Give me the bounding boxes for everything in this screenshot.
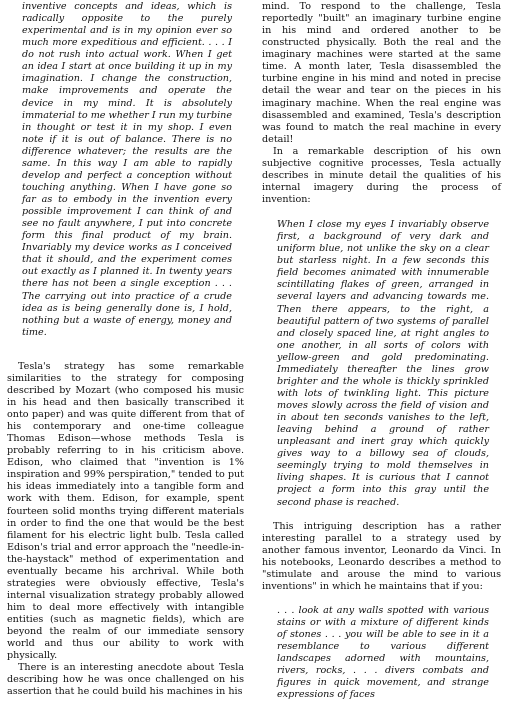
body-paragraph: In a remarkable description of his own subjective cognitive processes, Tesla actually describes in minute detail the qualities of his internal imagery during the process of invention: <box>262 145 501 205</box>
body-paragraph: There is an interesting anecdote about Tesla describing how he was once challenged on his assertion that he could build his machines in his <box>7 662 244 698</box>
body-paragraph: mind. To respond to the challenge, Tesla reportedly "built" an imaginary turbine engine in his mind and ordered another to be constructed physically. Both the real and the imaginary machines were started at the same time. A month later, Tesla disassembled the turbine engine in his mind and noted in precise detail the wear and tear on the pieces in his imaginary machine. When the real engine was disassembled and examined, Tesla's description was found to match the real machine in every detail! <box>262 1 501 145</box>
block-quote: inventive concepts and ideas, which is radically opposite to the purely experimental and is in my opinion ever so much more expeditious and efficient. . . . I do not rush into actual work. When I get an idea I start at once building it up in my imagination. I change the construction, make improvements and operate the device in my mind. It is absolutely immaterial to me whether I run my turbine in thought or test it in my shop. I even note if it is out of balance. There is no difference whatever; the results are the same. In this way I am able to rapidly develop and perfect a conception without touching anything. When I have gone so far as to embody in the invention every possible improvement I can think of and see no fault anywhere, I put into concrete form this final product of my brain. Invariably my device works as I conceived that it should, and the experiment comes out exactly as I planned it. In twenty years there has not been a single exception . . . The carrying out into practice of a crude idea as is being generally done is, I hold, nothing but a waste of energy, money and time. <box>22 1 233 338</box>
body-paragraph: Tesla's strategy has some remarkable similarities to the strategy for composing described by Mozart (who composed his music in his head and then basically transcribed it onto paper) and was quite different from that of his contemporary and one-time colleague Thomas Edison—whose methods Tesla is probably referring to in his criticism above. Edison, who claimed that "invention is 1% inspiration and 99% perspiration," tended to put his ideas immediately into a tangible form and work with them. Edison, for example, spent fourteen solid months trying different materials in order to find the one that would be the best filament for his electric light bulb. Tesla called Edison's trial and error approach the "needle-in-the-haystack" method of experimentation and eventually became his archrival. While both strategies were obviously effective, Tesla's internal visualization strategy probably allowed him to deal more effectively with intangible entities (such as magnetic fields), which are beyond the realm of our immediate sensory world and thus our ability to work with physically. <box>7 360 244 662</box>
block-quote: When I close my eyes I invariably observe first, a background of very dark and uniform blue, not unlike the sky on a clear but starless night. In a few seconds this field becomes animated with innumerable scintillating flakes of green, arranged in several layers and advancing towards me. Then there appears, to the right, a beautiful pattern of two systems of parallel and closely spaced line, at right angles to one another, in all sorts of colors with yellow-green and gold predominating. Immediately thereafter the lines grow brighter and the whole is thickly sprinkled with lots of twinkling light. This picture moves slowly across the field of vision and in about ten seconds vanishes to the left, leaving behind a ground of rather unpleasant and inert gray which quickly gives way to a billowy sea of clouds, seemingly trying to mold themselves in living shapes. It is curious that I cannot project a form into this gray until the second phase is reached. <box>277 219 489 508</box>
body-paragraph: This intriguing description has a rather interesting parallel to a strategy used by another famous inventor, Leonardo da Vinci. In his notebooks, Leonardo describes a method to "stimulate and arouse the mind to various inventions" in which he maintains that if you: <box>262 520 501 592</box>
right-column <box>262 1 501 701</box>
left-column <box>7 1 244 699</box>
block-quote: . . . look at any walls spotted with various stains or with a mixture of different kinds of stones . . . you will be able to see in it a resemblance to various different landscapes adorned with mountains, rivers, rocks, . . . divers combats and figures in quick movement, and strange expressions of faces <box>277 604 489 701</box>
